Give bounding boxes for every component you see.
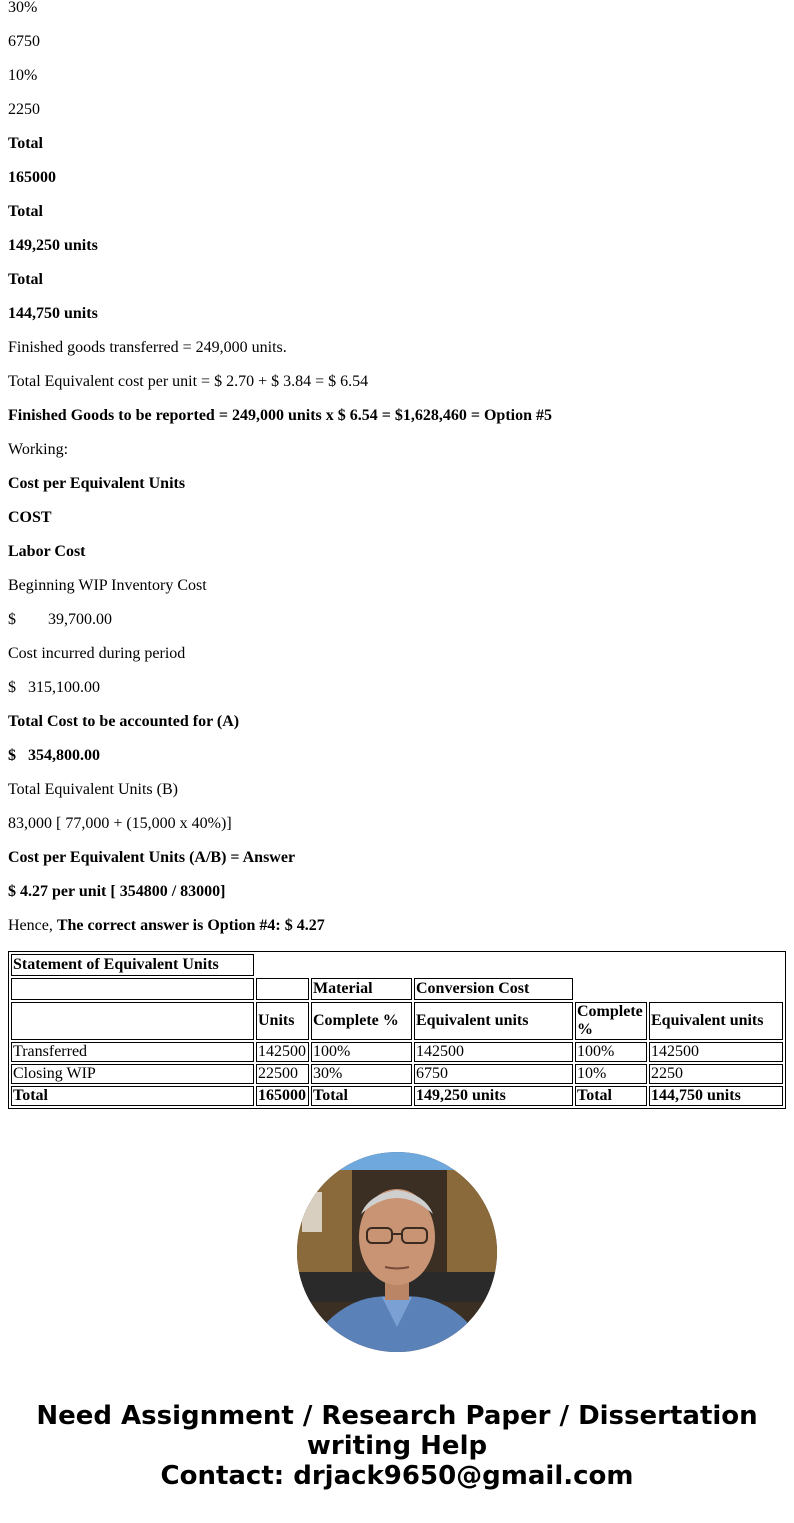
column-header: Equivalent units (649, 1002, 783, 1040)
group-header-conversion: Conversion Cost (414, 978, 573, 1000)
table-cell: 2250 (649, 1064, 783, 1084)
footer-contact: Contact: drjack9650@gmail.com (160, 1461, 634, 1491)
table-cell: Total (311, 1086, 412, 1106)
column-header (11, 1002, 254, 1040)
table-row (11, 1064, 783, 1084)
row-label: Transferred (11, 1042, 254, 1062)
text-line: Total (8, 271, 43, 288)
avatar (297, 1152, 497, 1352)
footer-line: Need Assignment / Research Paper / Dissertation (36, 1401, 758, 1431)
column-header: Equivalent units (414, 1002, 573, 1040)
text-line: 144,750 units (8, 305, 98, 322)
amount-line: $ 315,100.00 (8, 679, 100, 696)
text-line: 6750 (8, 33, 40, 50)
footer-banner (0, 1401, 794, 1491)
table-title: Statement of Equivalent Units (11, 954, 254, 976)
section-heading: Cost per Equivalent Units (8, 475, 186, 492)
text-line: Total Cost to be accounted for (A) (8, 713, 240, 730)
row-label: Closing WIP (11, 1064, 254, 1084)
amount-line: $ 39,700.00 (8, 611, 112, 628)
text-line: Total (8, 135, 43, 152)
total-row (11, 1086, 783, 1106)
table-cell: 142500 (414, 1042, 573, 1062)
text-line: Total (8, 203, 43, 220)
table-cell: 165000 (256, 1086, 309, 1106)
text-line: Total Equivalent Units (B) (8, 781, 178, 798)
table-cell: 6750 (414, 1064, 573, 1084)
section-heading: COST (8, 509, 52, 526)
table-cell: 142500 (649, 1042, 783, 1062)
table-cell: 30% (311, 1064, 412, 1084)
text-line: 165000 (8, 169, 56, 186)
finished-goods-line: Finished Goods to be reported = 249,000 units x $ 6.54 = $1,628,460 = Option #5 (8, 407, 552, 424)
table-cell: 100% (311, 1042, 412, 1062)
table-cell: 149,250 units (414, 1086, 573, 1106)
table-cell: 10% (575, 1064, 647, 1084)
text-line: Working: (8, 441, 69, 458)
column-header: Units (256, 1002, 309, 1040)
table-cell: Total (575, 1086, 647, 1106)
text-line: 149,250 units (8, 237, 98, 254)
answer-text: The correct answer is Option #4: $ 4.27 (56, 917, 325, 934)
table-cell (11, 978, 254, 1000)
text-line: 30% (8, 0, 38, 16)
person-portrait-icon (297, 1152, 497, 1352)
text-line: Finished goods transferred = 249,000 units. (8, 339, 287, 356)
text-line: Cost per Equivalent Units (A/B) = Answer (8, 849, 296, 866)
table-cell: 142500 (256, 1042, 309, 1062)
text-line: Total Equivalent cost per unit = $ 2.70 + $ 3.84 = $ 6.54 (8, 373, 369, 390)
text-line: 83,000 [ 77,000 + (15,000 x 40%)] (8, 815, 232, 832)
text-line: 2250 (8, 101, 40, 118)
amount-line: $ 354,800.00 (8, 747, 100, 764)
section-heading: Labor Cost (8, 543, 86, 560)
column-header: Complete % (575, 1002, 647, 1040)
table-cell: 144,750 units (649, 1086, 783, 1106)
table-row (11, 1042, 783, 1062)
footer-line: writing Help (306, 1431, 488, 1461)
table-cell (256, 978, 309, 1000)
group-header-material: Material (311, 978, 412, 1000)
answer-line (8, 917, 786, 951)
text-line: Beginning WIP Inventory Cost (8, 577, 207, 594)
text-line: $ 4.27 per unit [ 354800 / 83000] (8, 883, 226, 900)
text-line: 10% (8, 67, 38, 84)
row-label: Total (11, 1086, 254, 1106)
column-header: Complete % (311, 1002, 412, 1040)
statement-table (8, 951, 786, 1109)
text-line: Cost incurred during period (8, 645, 186, 662)
table-cell: 22500 (256, 1064, 309, 1084)
answer-prefix: Hence, (8, 917, 57, 934)
table-cell: 100% (575, 1042, 647, 1062)
